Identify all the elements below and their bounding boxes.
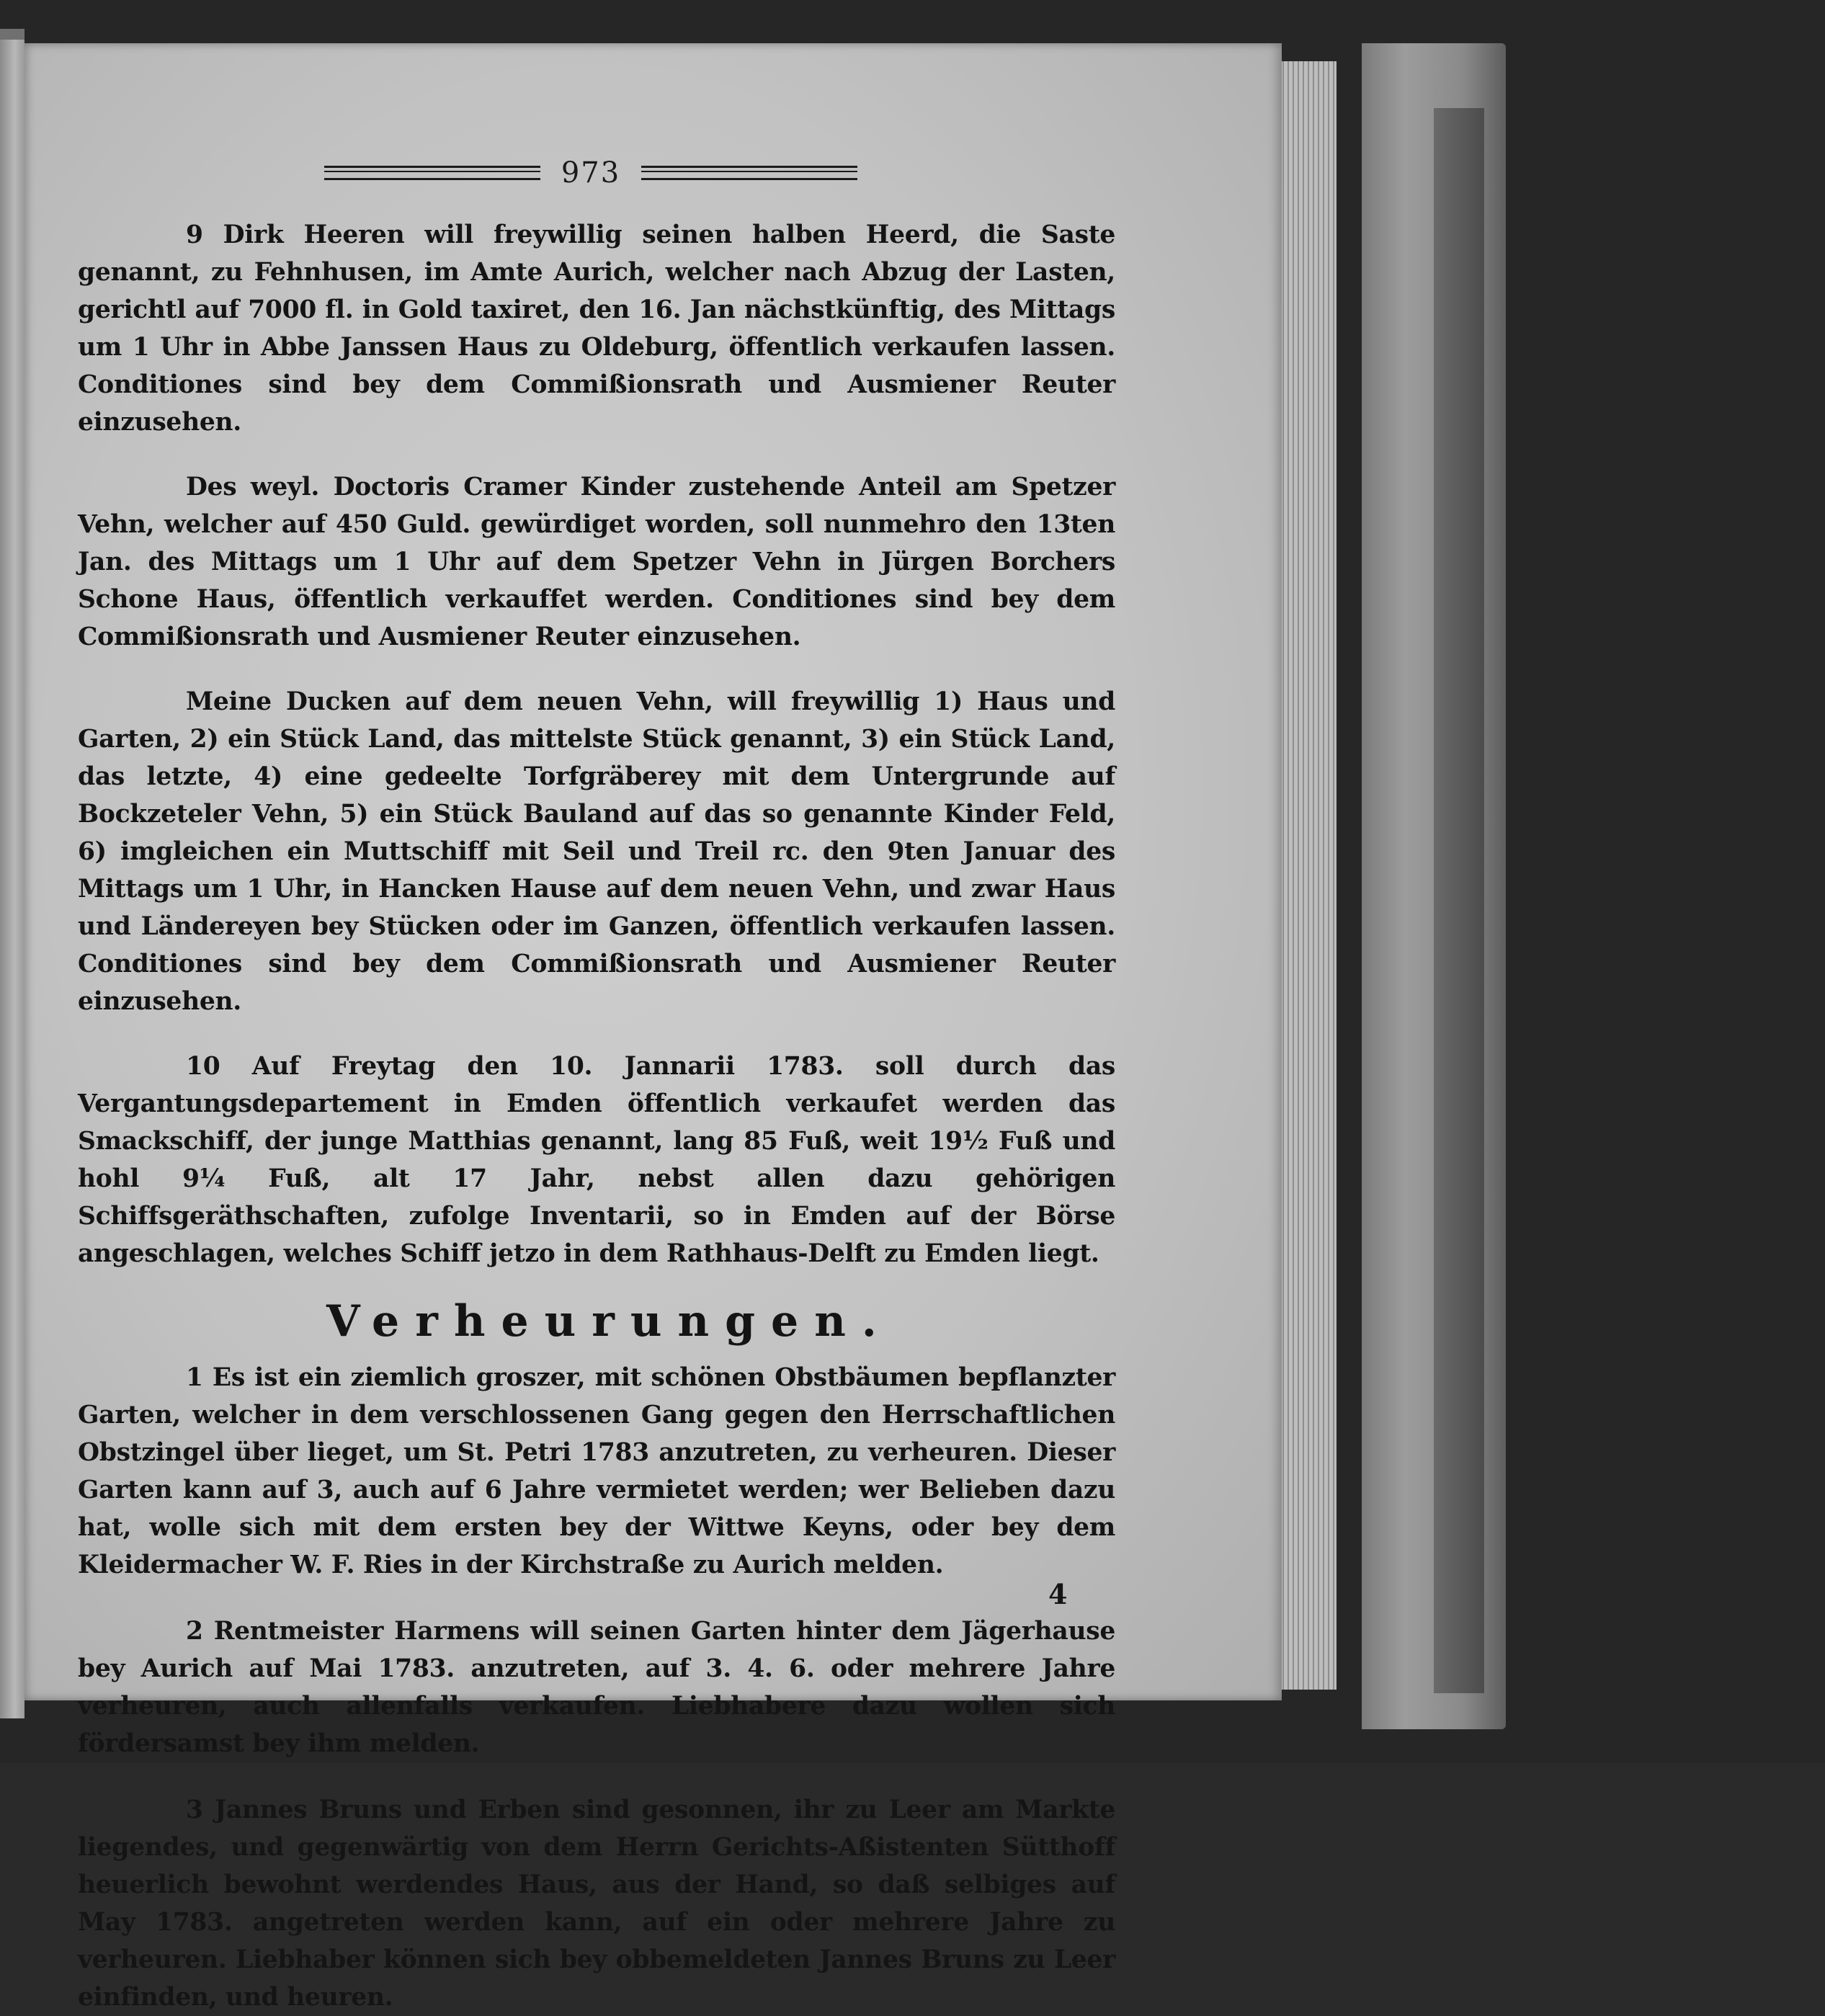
page-stack-edges (1279, 61, 1337, 1690)
notice-paragraph: 9 Dirk Heeren will freywillig seinen halben Heerd, die Saste genannt, zu Fehnhusen, im Amte Aurich, welcher nach Abzug der Lasten, gerichtl auf 7000 fl. in Gold taxiret, den 16. Jan nächstkünftig, des Mittags um 1 Uhr in Abbe Janssen Haus zu Oldeburg, öffentlich verkaufen lassen. Conditiones sind bey dem Commißionsrath und Ausmiener Reuter einzusehen. (78, 220, 1115, 437)
notice-paragraph: Des weyl. Doctoris Cramer Kinder zustehende Anteil am Spetzer Vehn, welcher auf 450 Guld. gewürdiget worden, soll nunmehro den 13ten Jan. des Mittags um 1 Uhr auf dem Spetzer Vehn in Jürgen Borchers Schone Haus, öffentlich verkauffet werden. Conditiones sind bey dem Commißionsrath und Ausmiener Reuter einzusehen. (78, 473, 1115, 651)
header-rule-left (324, 166, 540, 180)
page-number: 973 (561, 156, 621, 189)
left-facing-page (0, 40, 24, 1718)
rental-paragraph: 1 Es ist ein ziemlich groszer, mit schönen Obstbäumen bepflanzter Garten, welcher in dem verschlossenen Gang gegen den Herrschaftlichen Obstzingel über lieget, um St. Petri 1783 anzutreten, zu verheuren. Dieser Garten kann auf 3, auch auf 6 Jahre vermietet werden; wer Belieben dazu hat, wolle sich mit dem ersten bey der Wittwe Keyns, oder bey dem Kleidermacher W. F. Ries in der Kirchstraße zu Aurich melden. (78, 1363, 1115, 1579)
header-rule-right (641, 166, 857, 180)
catchword: 4 (1048, 1578, 1068, 1610)
book-cover-shadow (1434, 108, 1484, 1693)
rental-paragraph: 2 Rentmeister Harmens will seinen Garten hinter dem Jägerhause bey Aurich auf Mai 1783. anzutreten, auf 3. 4. 6. oder mehrere Jahre verheuren, auch allenfalls verkaufen. Liebhabere dazu wollen sich fördersamst bey ihm melden. (78, 1617, 1115, 1758)
section-heading: Verheurungen. (326, 1296, 893, 1347)
notice-paragraph: Meine Ducken auf dem neuen Vehn, will freywillig 1) Haus und Garten, 2) ein Stück Land, das mittelste Stück genannt, 3) ein Stück Land, das letzte, 4) eine gedeelte Torfgräberey mit dem Untergrunde auf Bockzeteler Vehn, 5) ein Stück Bauland auf das so genannte Kinder Feld, 6) imgleichen ein Muttschiff mit Seil und Treil rc. den 9ten Januar des Mittags um 1 Uhr, in Hancken Hause auf dem neuen Vehn, und zwar Haus und Ländereyen bey Stücken oder im Ganzen, öffentlich verkaufen lassen. Conditiones sind bey dem Commißionsrath und Ausmiener Reuter einzusehen. (78, 687, 1115, 1016)
notice-paragraph: 10 Auf Freytag den 10. Jannarii 1783. soll durch das Vergantungsdepartement in Emden öffentlich verkaufet werden das Smackschiff, der junge Matthias genannt, lang 85 Fuß, weit 19½ Fuß und hohl 9¼ Fuß, alt 17 Jahr, nebst allen dazu gehörigen Schiffsgeräthschaften, zufolge Inventarii, so in Emden auf der Börse angeschlagen, welches Schiff jetzo in dem Rathhaus-Delft zu Emden liegt. (78, 1052, 1115, 1268)
rental-paragraph: 3 Jannes Bruns und Erben sind gesonnen, ihr zu Leer am Markte liegendes, und gegenwärtig von dem Herrn Gerichts-Aßistenten Sütthoff heuerlich bewohnt werdendes Haus, aus der Hand, so daß selbiges auf May 1783. angetreten werden kann, auf ein oder mehrere Jahre zu verheuren. Liebhaber können sich bey obbemeldeten Jannes Bruns zu Leer einfinden, und heuren. (78, 1796, 1115, 2012)
page-body (78, 216, 1115, 2016)
page-header (324, 151, 857, 195)
